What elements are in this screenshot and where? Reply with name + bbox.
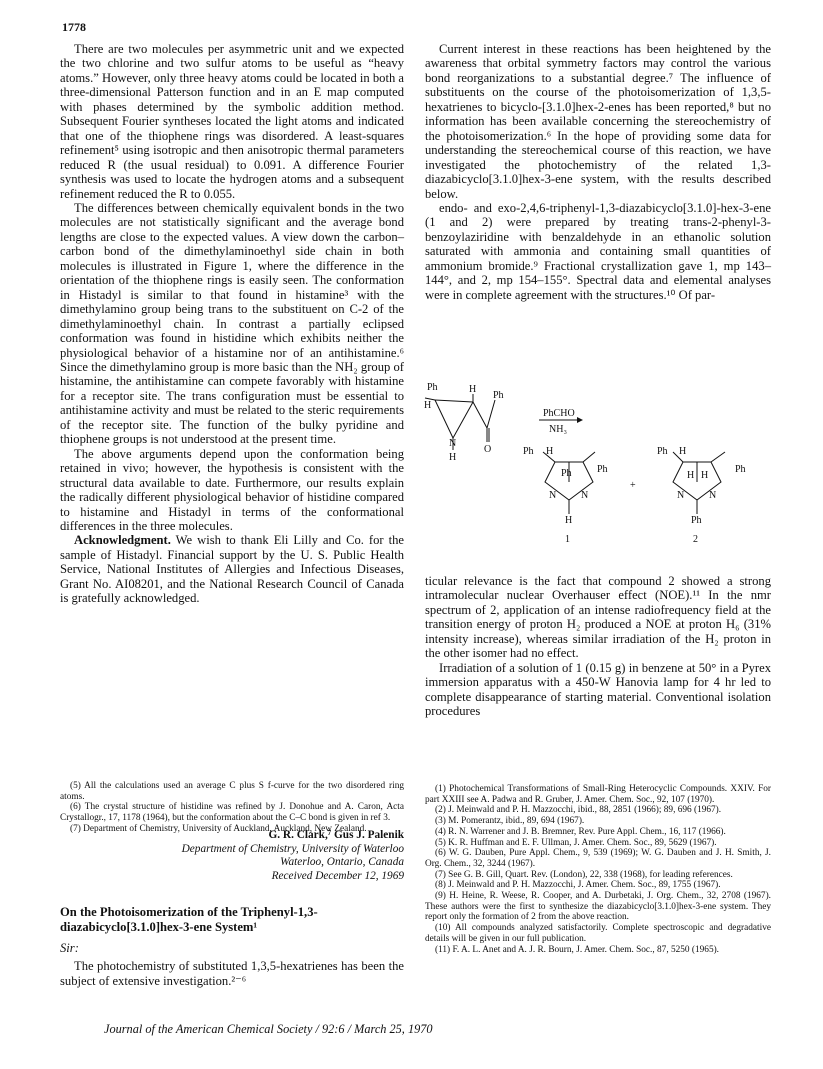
- footnote: (6) W. G. Dauben, Pure Appl. Chem., 9, 539 (1969); W. G. Dauben and J. H. Smith, J. Org. Chem., 32, 3244 (1967).: [425, 848, 771, 869]
- footnote: (2) J. Meinwald and P. H. Mazzocchi, ibid., 88, 2851 (1966); 89, 696 (1967).: [435, 805, 722, 816]
- o-label: O: [484, 444, 492, 455]
- acknowledgment-label: Acknowledgment.: [74, 533, 171, 548]
- footnote: (3) M. Pomerantz, ibid., 89, 694 (1967).: [435, 816, 585, 827]
- h-label: H: [701, 470, 709, 481]
- footnote: (1) Photochemical Transformations of Small-Ring Heterocyclic Compounds. XXIV. For part XXIII see A. Padwa and R. Gruber, J. Amer. Chem. Soc., 92, 107 (1970).: [425, 784, 771, 805]
- footnote: (5) K. R. Huffman and E. F. Ullman, J. Amer. Chem. Soc., 89, 5629 (1967).: [435, 837, 717, 848]
- footnote: (5) All the calculations used an average C plus S f-curve for the two disordered ring atoms.: [60, 781, 404, 802]
- h-label: H: [565, 515, 573, 526]
- left-footnotes: [60, 781, 404, 835]
- h-label: H: [424, 400, 432, 411]
- reagent-bottom: NH₃: [549, 424, 567, 435]
- footnote: (8) J. Meinwald and P. H. Mazzocchi, J. Amer. Chem. Soc., 89, 1755 (1967).: [435, 880, 721, 891]
- department: Department of Chemistry, University of Waterloo: [181, 842, 404, 855]
- h-label: H: [469, 384, 477, 395]
- compound-1-structure: [543, 452, 595, 514]
- h-label: H: [449, 452, 457, 463]
- paragraph: Irradiation of a solution of 1 (0.15 g) in benzene at 50° in a Pyrex immersion apparatus with a 450-W Hanovia lamp for 4 hr led to complete disappearance of starting material. Conventional isolation procedures: [425, 660, 771, 719]
- authors: G. R. Clark,⁷ Gus J. Palenik: [268, 829, 404, 841]
- ph-label: Ph: [597, 464, 608, 475]
- footnote: (7) See G. B. Gill, Quart. Rev. (London), 22, 338 (1968), for leading references.: [435, 869, 733, 880]
- footnote: (10) All compounds analyzed satisfactorily. Complete spectroscopic and degradative details will be given in our full publication.: [425, 923, 771, 944]
- article-title: On the Photoisomerization of the Triphenyl-1,3-diazabicyclo[3.1.0]hex-3-ene System¹: [60, 905, 318, 934]
- paragraph: The differences between chemically equivalent bonds in the two molecules are not statistically significant and the average bond lengths are close to the expected values. A view down the carbon–carbon bond of the dimethylaminoethyl side chain in both molecules is illustrated in Figure 1, where the difference in the orientation of the thiophene rings is easily seen. The conformation in Histadyl is similar to that found in histamine³ with the dimethylamino group being trans to the substituent on C-2 of the dimethylaminoethyl chain. In contrast a partially eclipsed conformation was found in histidine which exhibits neither the physiological behavior of a histamine nor of an antihistamine.⁶ Since the dimethylamino group is more basic than the NH₂ group of histamine, the antihistamine can compete favorably with histamine for a receptor site. The trans configuration must be essential to antihistamine activity and must be related to the steric requirements of the receptor site. The function of the bulky pyridine and thiophene groups is not understood at the present time.: [60, 200, 404, 447]
- plus-sign: +: [630, 480, 636, 491]
- n-label: N: [449, 438, 457, 449]
- salutation: Sir:: [60, 941, 79, 955]
- ph-label: Ph: [427, 382, 438, 393]
- right-column-top: [425, 42, 771, 302]
- ph-label: Ph: [561, 468, 572, 479]
- n-label: N: [581, 490, 589, 501]
- reaction-scheme: [424, 382, 771, 550]
- n-label: N: [709, 490, 717, 501]
- ph-label: Ph: [523, 446, 534, 457]
- n-label: N: [677, 490, 685, 501]
- compound-2-structure: [673, 452, 725, 514]
- ph-label: Ph: [493, 390, 504, 401]
- footnote: (7) Department of Chemistry, University of Auckland, Auckland, New Zealand.: [70, 823, 367, 834]
- aziridine-structure: [425, 394, 495, 450]
- author-signature: [60, 829, 404, 883]
- compound-label-2: 2: [693, 534, 698, 545]
- acknowledgment: [60, 533, 404, 605]
- ph-label: Ph: [691, 515, 702, 526]
- journal-footer: Journal of the American Chemical Society / 92:6 / March 25, 1970: [104, 1022, 433, 1036]
- footnote: (9) H. Heine, R. Weese, R. Cooper, and A. Durbetaki, J. Org. Chem., 32, 2708 (1967). These authors were the first to synthesize the diazabicyclo[3.1.0]hex-3-ene system. They report only the formation of 2 from the above reaction.: [425, 891, 771, 923]
- paragraph: endo- and exo-2,4,6-triphenyl-1,3-diazabicyclo[3.1.0]-hex-3-ene (1 and 2) were prepared by treating trans-2-phenyl-3-benzoylaziridine with benzaldehyde in an ethanolic solution saturated with ammonia and containing small quantities of ammonium bromide.⁹ Fractional crystallization gave 1, mp 143–144°, and 2, mp 154–155°. Spectral data and elemental analyses were in complete agreement with the structures.¹⁰ Of par-: [425, 200, 771, 302]
- paragraph: Current interest in these reactions has been heightened by the awareness that orbital symmetry factors may control the various bond reorganizations to a substantial degree.⁷ The influence of substituents on the course of the photoisomerization of 1,3,5-hexatrienes to bicyclo-[3.1.0]hex-2-enes has been reported,⁸ but no information has been available concerning the stereochemistry of the photoisomerization.⁶ In the hope of providing some data for understanding the stereochemical course of this reaction, we have investigated the photochemistry of the related 1,3-diazabicyclo[3.1.0]hex-3-ene system, with the results described below.: [425, 42, 771, 201]
- paragraph: ticular relevance is the fact that compound 2 showed a strong intramolecular nuclear Overhauser effect (NOE).¹¹ In the nmr spectrum of 2, application of an intense radiofrequency field at the transition energy of proton H₂ produced a NOE at proton H₆ (31% intensity increase), whereas similar irradiation of the H₂ proton in the other isomer had no effect.: [425, 574, 771, 661]
- location: Waterloo, Ontario, Canada: [280, 856, 404, 869]
- n-label: N: [549, 490, 557, 501]
- paragraph: The photochemistry of substituted 1,3,5-hexatrienes has been the subject of extensive investigation.²⁻⁶: [60, 959, 404, 988]
- reagent-top: PhCHO: [543, 408, 575, 419]
- left-column: [60, 42, 404, 606]
- h-label: H: [679, 446, 687, 457]
- ph-label: Ph: [735, 464, 746, 475]
- h-label: H: [687, 470, 695, 481]
- paragraph: The above arguments depend upon the conformation being retained in vivo; however, the hypothesis is consistent with the structural data available to date. Furthermore, our results explain the radically different physiological behavior of histidine compared to histamine and Histadyl in terms of the conformational differences in the three molecules.: [60, 446, 404, 533]
- page-number: 1778: [62, 20, 86, 34]
- footnote: (4) R. N. Warrener and J. B. Bremner, Rev. Pure Appl. Chem., 16, 117 (1966).: [435, 826, 726, 837]
- compound-label-1: 1: [565, 534, 570, 545]
- intro-paragraph: [60, 959, 404, 988]
- arrow-head-icon: [577, 417, 583, 423]
- ph-label: Ph: [657, 446, 668, 457]
- acknowledgment-text: We wish to thank Eli Lilly and Co. for the sample of Histadyl. Financial support by the U. S. Public Health Service, National Institutes of Allergies and Infectious Diseases, Grant No. AI08201, and the National Research Council of Canada is gratefully acknowledged.: [60, 533, 404, 606]
- received-date: Received December 12, 1969: [271, 869, 404, 882]
- footnote: (6) The crystal structure of histidine was refined by J. Donohue and A. Caron, Acta Crystallogr., 17, 1178 (1964), but the conformation about the C–C bond is given in ref 3.: [60, 802, 404, 824]
- right-footnotes: [425, 784, 771, 955]
- h-label: H: [546, 446, 554, 457]
- paragraph: There are two molecules per asymmetric unit and we expected the two chlorine and two sulfur atoms to be useful as “heavy atoms.” However, only three heavy atoms could be located in both a three-dimensional Patterson function and in an E map computed with phases determined by the symbolic addition method. Subsequent Fourier syntheses located the light atoms and indicated that one of the thiophene rings was disordered. A least-squares refinement⁵ using isotropic and then anisotropic thermal parameters reduced R (the usual residual) to 0.091. A difference Fourier synthesis was used to locate the hydrogen atoms and a subsequent refinement reduced the R to 0.055.: [60, 42, 404, 201]
- right-column-mid: [425, 574, 771, 719]
- footnote: (11) F. A. L. Anet and A. J. R. Bourn, J. Amer. Chem. Soc., 87, 5250 (1965).: [435, 944, 720, 955]
